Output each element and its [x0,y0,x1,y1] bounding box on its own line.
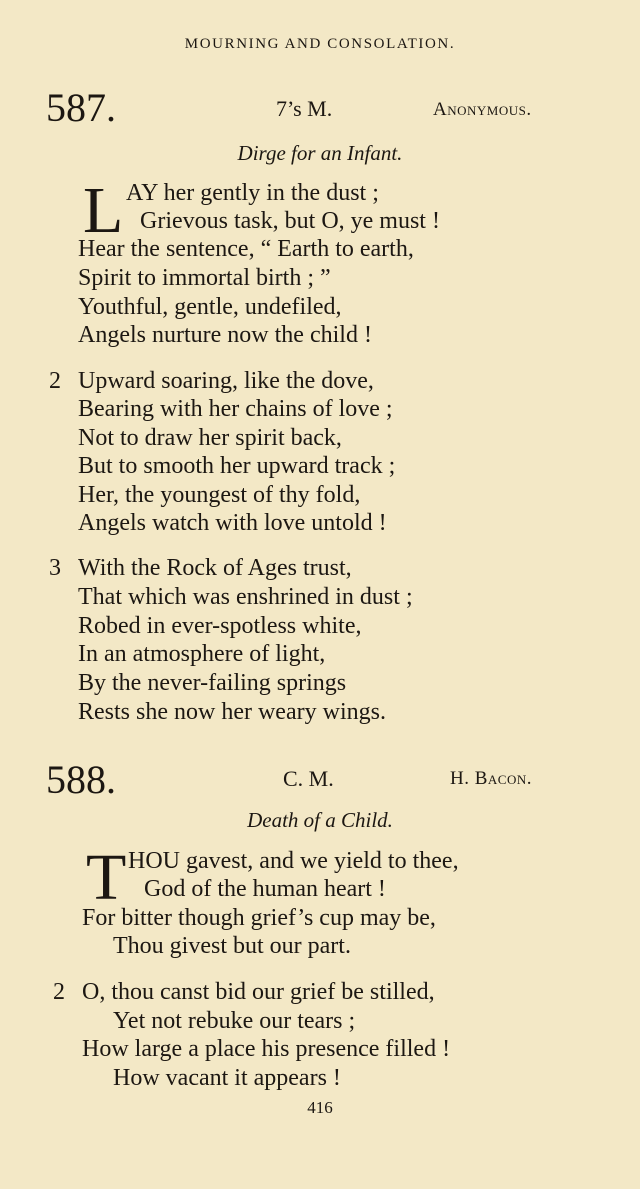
drop-cap: T [86,841,127,914]
hymn-author: H. Bacon. [450,768,532,789]
verse-line: Her, the youngest of thy fold, [78,482,361,508]
verse-line: With the Rock of Ages trust, [78,555,352,581]
running-header: MOURNING AND CONSOLATION. [184,36,456,52]
hymn-number: 588. [46,757,116,802]
hymn-number: 587. [46,85,116,130]
hymn-meter: 7’s M. [276,96,333,121]
hymn-author: Anonymous. [433,99,532,120]
verse-line: That which was enshrined in dust ; [78,584,413,610]
hymn-588-heading [0,756,640,806]
page-number: 416 [307,1098,333,1117]
verse-line: O, thou canst bid our grief be stilled, [82,979,435,1005]
verse-line: HOU gavest, and we yield to thee, [128,848,459,874]
verse-line: Angels watch with love untold ! [78,510,387,536]
verse-line: Angels nurture now the child ! [78,322,372,348]
hymn-title: Dirge for an Infant. [237,141,403,165]
verse-line: Youthful, gentle, undefiled, [78,294,342,320]
drop-cap: L [83,174,124,247]
verse-line: But to smooth her upward track ; [78,453,396,479]
verse-line: Not to draw her spirit back, [78,425,342,451]
verse-line: God of the human heart ! [144,876,386,902]
verse-line: Grievous task, but O, ye must ! [140,208,440,234]
verse-line: Spirit to immortal birth ; ” [78,265,331,291]
verse-line: Upward soaring, like the dove, [78,368,374,394]
verse-line: Thou givest but our part. [113,933,351,959]
hymn-587-heading [0,84,640,134]
verse-line: Hear the sentence, “ Earth to earth, [78,236,414,262]
verse-number: 3 [49,555,61,581]
verse-number: 2 [53,979,65,1005]
verse-line: By the never-failing springs [78,670,347,696]
verse-line: For bitter though grief’s cup may be, [82,905,436,931]
verse-line: Rests she now her weary wings. [78,699,386,725]
verse-line: Bearing with her chains of love ; [78,396,393,422]
verse-line: Robed in ever-spotless white, [78,613,362,639]
hymn-meter: C. M. [283,766,334,791]
verse-line: How vacant it appears ! [113,1065,341,1091]
verse-number: 2 [49,368,61,394]
verse-line: AY her gently in the dust ; [126,180,379,206]
verse-line: Yet not rebuke our tears ; [113,1008,356,1034]
verse-line: In an atmosphere of light, [78,641,326,667]
verse-line: How large a place his presence filled ! [82,1036,451,1062]
hymn-title: Death of a Child. [247,808,393,832]
